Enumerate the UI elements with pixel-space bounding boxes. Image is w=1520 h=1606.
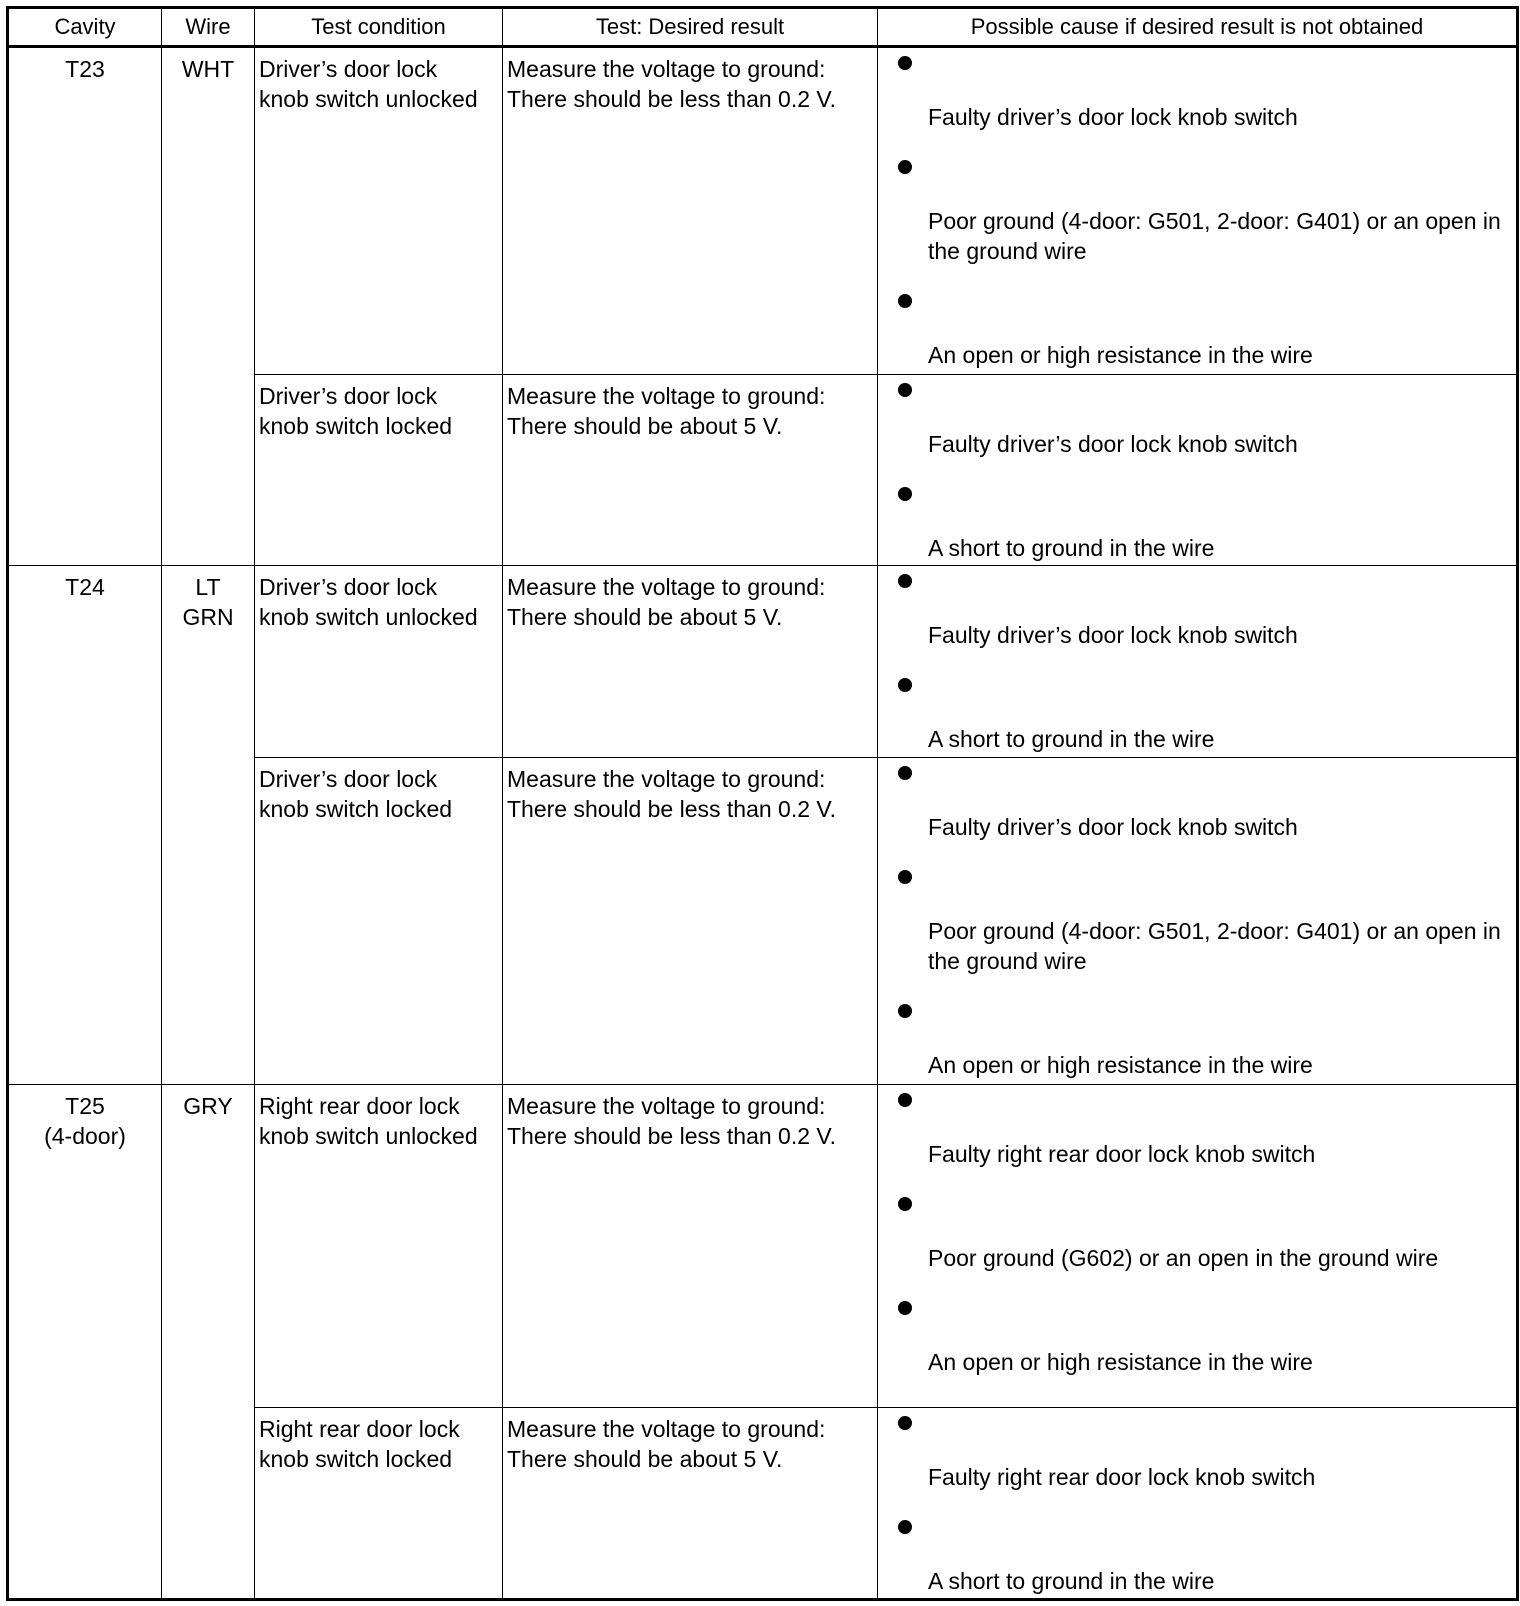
header-wire: Wire: [162, 8, 255, 47]
wire-color-label: WHT: [181, 56, 235, 82]
desired-result-line: There should be about 5 V.: [507, 604, 783, 631]
test-condition-line: knob switch locked: [259, 1445, 453, 1472]
troubleshooting-table: [6, 6, 1519, 1601]
wire-cell: [162, 566, 255, 1084]
cause-text: An open or high resistance in the wire: [928, 1051, 1313, 1078]
header-possible-cause: Possible cause if desired result is not obtained: [878, 8, 1518, 47]
desired-result-cell: [503, 1084, 878, 1407]
wire-color-label: GRN: [182, 604, 234, 631]
cavity-label: T23: [65, 56, 105, 82]
table-header: [8, 8, 1518, 47]
table-body: [8, 47, 1518, 1600]
cause-text: Faulty driver’s door lock knob switch: [928, 104, 1298, 130]
cause-list-item: [898, 758, 1508, 842]
desired-result-cell: [503, 566, 878, 757]
cause-text: A short to ground in the wire: [928, 726, 1215, 753]
cavity-label: (4-door): [44, 1122, 126, 1149]
desired-result-line: There should be less than 0.2 V.: [507, 1122, 837, 1149]
desired-result-line: Measure the voltage to ground:: [507, 574, 826, 601]
desired-result-line: Measure the voltage to ground:: [507, 1415, 826, 1442]
bullet-icon: [898, 1520, 912, 1534]
desired-result-line: Measure the voltage to ground:: [507, 383, 826, 409]
cause-list-item: [898, 1085, 1508, 1169]
test-condition-line: Driver’s door lock: [259, 56, 438, 82]
test-condition-line: knob switch locked: [259, 795, 453, 822]
desired-result-cell: [503, 375, 878, 566]
test-condition-cell: [255, 1407, 503, 1599]
desired-result-line: There should be about 5 V.: [507, 1445, 783, 1472]
cause-text: A short to ground in the wire: [928, 535, 1215, 561]
header-cavity: Cavity: [8, 8, 162, 47]
test-condition-line: knob switch unlocked: [259, 1122, 478, 1149]
test-condition-cell: [255, 566, 503, 757]
bullet-icon: [898, 766, 912, 780]
cause-text: Faulty driver’s door lock knob switch: [928, 622, 1298, 649]
bullet-icon: [898, 1416, 912, 1430]
cause-list-item: [898, 286, 1508, 370]
test-condition-line: knob switch unlocked: [259, 604, 478, 631]
desired-result-line: Measure the voltage to ground:: [507, 1092, 826, 1119]
cause-list-item: [898, 1408, 1508, 1492]
cause-text: An open or high resistance in the wire: [928, 342, 1313, 368]
bullet-icon: [898, 487, 912, 501]
bullet-icon: [898, 1301, 912, 1315]
cause-list-item: [898, 479, 1508, 563]
cause-list-item: [898, 566, 1508, 650]
test-condition-cell: [255, 47, 503, 375]
desired-result-line: Measure the voltage to ground:: [507, 765, 826, 792]
cause-list-item: [898, 862, 1508, 976]
cause-text: Faulty right rear door lock knob switch: [928, 1463, 1316, 1490]
cause-text: Faulty right rear door lock knob switch: [928, 1140, 1316, 1167]
cause-list-item: [898, 152, 1508, 266]
wire-cell: [162, 47, 255, 566]
cavity-cell: [8, 566, 162, 1084]
test-condition-line: Driver’s door lock: [259, 574, 438, 601]
bullet-icon: [898, 870, 912, 884]
bullet-icon: [898, 160, 912, 174]
desired-result-line: There should be less than 0.2 V.: [507, 86, 837, 112]
bullet-icon: [898, 574, 912, 588]
table-row: [8, 1084, 1518, 1407]
possible-cause-cell: [878, 566, 1518, 757]
cavity-cell: [8, 47, 162, 566]
wire-color-label: GRY: [183, 1092, 233, 1119]
bullet-icon: [898, 678, 912, 692]
header-row: [8, 8, 1518, 47]
desired-result-line: There should be less than 0.2 V.: [507, 795, 837, 822]
test-condition-line: Right rear door lock: [259, 1415, 460, 1442]
test-condition-line: Driver’s door lock: [259, 765, 438, 792]
cavity-cell: [8, 1084, 162, 1599]
cause-text: Poor ground (G602) or an open in the ground wire: [928, 1244, 1439, 1271]
wire-cell: [162, 1084, 255, 1599]
possible-cause-cell: [878, 47, 1518, 375]
test-condition-cell: [255, 375, 503, 566]
cause-list-item: [898, 996, 1508, 1080]
wire-color-label: LT: [195, 574, 221, 601]
header-test-condition: Test condition: [255, 8, 503, 47]
cavity-label: T24: [65, 574, 105, 601]
cause-text: An open or high resistance in the wire: [928, 1348, 1313, 1375]
cause-list-item: [898, 1189, 1508, 1273]
desired-result-cell: [503, 757, 878, 1084]
cavity-label: T25: [65, 1092, 105, 1119]
test-condition-line: knob switch locked: [259, 413, 453, 439]
desired-result-line: There should be about 5 V.: [507, 413, 783, 439]
possible-cause-cell: [878, 757, 1518, 1084]
cause-text: Poor ground (4-door: G501, 2-door: G401) or an open in the ground wire: [928, 917, 1501, 974]
table-row: [8, 566, 1518, 757]
test-condition-cell: [255, 757, 503, 1084]
cause-text: Poor ground (4-door: G501, 2-door: G401) or an open in the ground wire: [928, 208, 1501, 264]
cause-text: A short to ground in the wire: [928, 1567, 1215, 1594]
possible-cause-cell: [878, 1407, 1518, 1599]
bullet-icon: [898, 294, 912, 308]
test-condition-line: Driver’s door lock: [259, 383, 438, 409]
possible-cause-cell: [878, 1084, 1518, 1407]
desired-result-line: Measure the voltage to ground:: [507, 56, 826, 82]
cause-list-item: [898, 375, 1508, 459]
test-condition-line: Right rear door lock: [259, 1092, 460, 1119]
cause-list-item: [898, 1293, 1508, 1377]
bullet-icon: [898, 1004, 912, 1018]
cause-list-item: [898, 48, 1508, 132]
test-condition-cell: [255, 1084, 503, 1407]
cause-list-item: [898, 670, 1508, 754]
cause-list-item: [898, 1512, 1508, 1596]
cause-text: Faulty driver’s door lock knob switch: [928, 813, 1298, 840]
desired-result-cell: [503, 47, 878, 375]
bullet-icon: [898, 1093, 912, 1107]
desired-result-cell: [503, 1407, 878, 1599]
header-desired-result: Test: Desired result: [503, 8, 878, 47]
bullet-icon: [898, 1197, 912, 1211]
possible-cause-cell: [878, 375, 1518, 566]
test-condition-line: knob switch unlocked: [259, 86, 478, 112]
table-row: [8, 47, 1518, 375]
cause-text: Faulty driver’s door lock knob switch: [928, 431, 1298, 457]
bullet-icon: [898, 383, 912, 397]
bullet-icon: [898, 56, 912, 70]
